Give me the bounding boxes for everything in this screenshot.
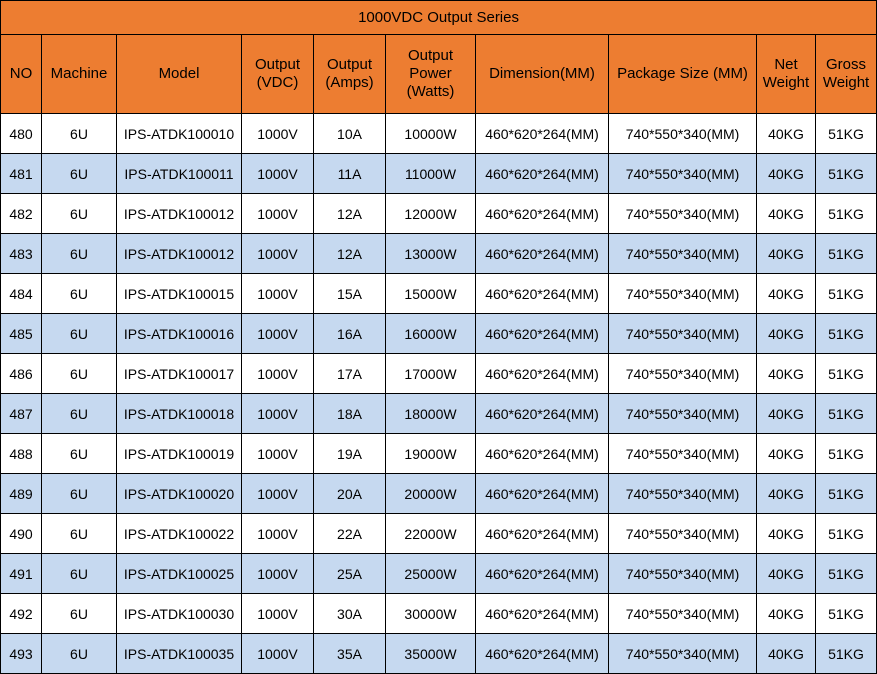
header-gross-weight-label: Gross Weight <box>822 56 870 91</box>
cell-package-size: 740*550*340(MM) <box>609 354 757 394</box>
cell-machine: 6U <box>42 434 117 474</box>
cell-no: 487 <box>1 394 42 434</box>
cell-package-size: 740*550*340(MM) <box>609 194 757 234</box>
header-no <box>1 35 42 114</box>
cell-dimension: 460*620*264(MM) <box>476 314 609 354</box>
cell-no: 488 <box>1 434 42 474</box>
cell-no: 489 <box>1 474 42 514</box>
cell-output-vdc: 1000V <box>242 434 314 474</box>
header-dimension-label: Dimension(MM) <box>489 65 595 82</box>
cell-net-weight: 40KG <box>757 234 816 274</box>
cell-dimension: 460*620*264(MM) <box>476 554 609 594</box>
title-row <box>1 1 877 35</box>
cell-dimension: 460*620*264(MM) <box>476 114 609 154</box>
cell-net-weight: 40KG <box>757 434 816 474</box>
table-row <box>1 274 877 314</box>
cell-output-amps: 20A <box>314 474 386 514</box>
header-model <box>117 35 242 114</box>
header-dimension <box>476 35 609 114</box>
cell-package-size: 740*550*340(MM) <box>609 314 757 354</box>
cell-net-weight: 40KG <box>757 394 816 434</box>
cell-output-amps: 30A <box>314 594 386 634</box>
cell-dimension: 460*620*264(MM) <box>476 234 609 274</box>
cell-package-size: 740*550*340(MM) <box>609 474 757 514</box>
cell-machine: 6U <box>42 114 117 154</box>
cell-no: 483 <box>1 234 42 274</box>
cell-dimension: 460*620*264(MM) <box>476 634 609 674</box>
header-package-size-label: Package Size (MM) <box>617 65 748 82</box>
cell-dimension: 460*620*264(MM) <box>476 434 609 474</box>
cell-net-weight: 40KG <box>757 114 816 154</box>
table-row <box>1 114 877 154</box>
header-output-vdc-label: Output (VDC) <box>254 56 301 91</box>
header-output-power-label: Output Power (Watts) <box>406 47 455 100</box>
cell-net-weight: 40KG <box>757 194 816 234</box>
cell-output-amps: 35A <box>314 634 386 674</box>
cell-net-weight: 40KG <box>757 474 816 514</box>
cell-package-size: 740*550*340(MM) <box>609 154 757 194</box>
cell-model: IPS-ATDK100018 <box>117 394 242 434</box>
table-row <box>1 434 877 474</box>
cell-machine: 6U <box>42 474 117 514</box>
cell-no: 485 <box>1 314 42 354</box>
cell-model: IPS-ATDK100015 <box>117 274 242 314</box>
cell-dimension: 460*620*264(MM) <box>476 394 609 434</box>
cell-output-power: 20000W <box>386 474 476 514</box>
cell-no: 490 <box>1 514 42 554</box>
cell-output-amps: 12A <box>314 194 386 234</box>
cell-output-power: 25000W <box>386 554 476 594</box>
cell-package-size: 740*550*340(MM) <box>609 394 757 434</box>
cell-gross-weight: 51KG <box>816 354 877 394</box>
cell-output-vdc: 1000V <box>242 154 314 194</box>
cell-gross-weight: 51KG <box>816 434 877 474</box>
cell-package-size: 740*550*340(MM) <box>609 514 757 554</box>
cell-output-power: 19000W <box>386 434 476 474</box>
cell-model: IPS-ATDK100020 <box>117 474 242 514</box>
cell-output-vdc: 1000V <box>242 474 314 514</box>
cell-output-power: 11000W <box>386 154 476 194</box>
cell-output-power: 18000W <box>386 394 476 434</box>
table-row <box>1 194 877 234</box>
header-no-label: NO <box>9 65 33 82</box>
cell-model: IPS-ATDK100035 <box>117 634 242 674</box>
cell-gross-weight: 51KG <box>816 274 877 314</box>
cell-machine: 6U <box>42 274 117 314</box>
table-row <box>1 474 877 514</box>
cell-gross-weight: 51KG <box>816 474 877 514</box>
cell-machine: 6U <box>42 354 117 394</box>
header-net-weight <box>757 35 816 114</box>
cell-output-power: 35000W <box>386 634 476 674</box>
cell-gross-weight: 51KG <box>816 594 877 634</box>
cell-output-amps: 15A <box>314 274 386 314</box>
cell-package-size: 740*550*340(MM) <box>609 114 757 154</box>
cell-machine: 6U <box>42 234 117 274</box>
cell-package-size: 740*550*340(MM) <box>609 594 757 634</box>
header-model-label: Model <box>158 65 200 82</box>
cell-package-size: 740*550*340(MM) <box>609 634 757 674</box>
cell-machine: 6U <box>42 554 117 594</box>
cell-output-amps: 10A <box>314 114 386 154</box>
table-row <box>1 594 877 634</box>
cell-output-vdc: 1000V <box>242 514 314 554</box>
cell-gross-weight: 51KG <box>816 634 877 674</box>
cell-output-amps: 18A <box>314 394 386 434</box>
cell-dimension: 460*620*264(MM) <box>476 274 609 314</box>
cell-output-amps: 16A <box>314 314 386 354</box>
cell-machine: 6U <box>42 394 117 434</box>
cell-gross-weight: 51KG <box>816 314 877 354</box>
cell-model: IPS-ATDK100022 <box>117 514 242 554</box>
cell-machine: 6U <box>42 194 117 234</box>
cell-net-weight: 40KG <box>757 354 816 394</box>
cell-output-power: 17000W <box>386 354 476 394</box>
cell-no: 482 <box>1 194 42 234</box>
cell-output-amps: 19A <box>314 434 386 474</box>
cell-model: IPS-ATDK100030 <box>117 594 242 634</box>
cell-machine: 6U <box>42 314 117 354</box>
cell-net-weight: 40KG <box>757 514 816 554</box>
cell-model: IPS-ATDK100012 <box>117 234 242 274</box>
cell-no: 480 <box>1 114 42 154</box>
table-title: 1000VDC Output Series <box>1 1 877 35</box>
header-machine <box>42 35 117 114</box>
header-output-vdc <box>242 35 314 114</box>
cell-model: IPS-ATDK100010 <box>117 114 242 154</box>
cell-output-vdc: 1000V <box>242 114 314 154</box>
cell-package-size: 740*550*340(MM) <box>609 434 757 474</box>
cell-output-vdc: 1000V <box>242 594 314 634</box>
cell-net-weight: 40KG <box>757 274 816 314</box>
cell-output-vdc: 1000V <box>242 634 314 674</box>
cell-output-vdc: 1000V <box>242 274 314 314</box>
table-row <box>1 514 877 554</box>
cell-model: IPS-ATDK100016 <box>117 314 242 354</box>
cell-output-power: 12000W <box>386 194 476 234</box>
cell-output-vdc: 1000V <box>242 394 314 434</box>
cell-output-vdc: 1000V <box>242 354 314 394</box>
table-row <box>1 154 877 194</box>
cell-output-power: 16000W <box>386 314 476 354</box>
table-row <box>1 234 877 274</box>
cell-machine: 6U <box>42 634 117 674</box>
cell-output-power: 10000W <box>386 114 476 154</box>
cell-output-power: 13000W <box>386 234 476 274</box>
cell-output-vdc: 1000V <box>242 194 314 234</box>
header-row <box>1 35 877 114</box>
cell-no: 481 <box>1 154 42 194</box>
cell-model: IPS-ATDK100019 <box>117 434 242 474</box>
cell-gross-weight: 51KG <box>816 154 877 194</box>
cell-dimension: 460*620*264(MM) <box>476 354 609 394</box>
cell-net-weight: 40KG <box>757 314 816 354</box>
cell-output-amps: 22A <box>314 514 386 554</box>
header-package-size <box>609 35 757 114</box>
cell-machine: 6U <box>42 594 117 634</box>
cell-model: IPS-ATDK100025 <box>117 554 242 594</box>
cell-gross-weight: 51KG <box>816 194 877 234</box>
cell-output-vdc: 1000V <box>242 234 314 274</box>
cell-output-power: 30000W <box>386 594 476 634</box>
cell-no: 484 <box>1 274 42 314</box>
cell-gross-weight: 51KG <box>816 234 877 274</box>
cell-dimension: 460*620*264(MM) <box>476 514 609 554</box>
cell-net-weight: 40KG <box>757 634 816 674</box>
header-output-amps <box>314 35 386 114</box>
header-net-weight-label: Net Weight <box>762 56 810 91</box>
table-row <box>1 354 877 394</box>
cell-output-amps: 17A <box>314 354 386 394</box>
table-row <box>1 554 877 594</box>
header-gross-weight <box>816 35 877 114</box>
cell-no: 492 <box>1 594 42 634</box>
cell-package-size: 740*550*340(MM) <box>609 274 757 314</box>
cell-model: IPS-ATDK100012 <box>117 194 242 234</box>
cell-output-amps: 12A <box>314 234 386 274</box>
header-output-amps-label: Output (Amps) <box>325 56 374 91</box>
cell-no: 486 <box>1 354 42 394</box>
cell-net-weight: 40KG <box>757 594 816 634</box>
cell-dimension: 460*620*264(MM) <box>476 154 609 194</box>
cell-gross-weight: 51KG <box>816 114 877 154</box>
cell-dimension: 460*620*264(MM) <box>476 194 609 234</box>
cell-no: 491 <box>1 554 42 594</box>
cell-output-amps: 11A <box>314 154 386 194</box>
cell-net-weight: 40KG <box>757 154 816 194</box>
cell-net-weight: 40KG <box>757 554 816 594</box>
header-output-power <box>386 35 476 114</box>
cell-dimension: 460*620*264(MM) <box>476 594 609 634</box>
cell-gross-weight: 51KG <box>816 394 877 434</box>
cell-model: IPS-ATDK100017 <box>117 354 242 394</box>
cell-output-power: 15000W <box>386 274 476 314</box>
cell-gross-weight: 51KG <box>816 514 877 554</box>
cell-package-size: 740*550*340(MM) <box>609 554 757 594</box>
cell-package-size: 740*550*340(MM) <box>609 234 757 274</box>
cell-machine: 6U <box>42 154 117 194</box>
table-row <box>1 634 877 674</box>
cell-model: IPS-ATDK100011 <box>117 154 242 194</box>
table-body <box>1 114 877 674</box>
table-row <box>1 314 877 354</box>
cell-output-amps: 25A <box>314 554 386 594</box>
cell-output-vdc: 1000V <box>242 554 314 594</box>
cell-no: 493 <box>1 634 42 674</box>
table-row <box>1 394 877 434</box>
cell-dimension: 460*620*264(MM) <box>476 474 609 514</box>
cell-output-power: 22000W <box>386 514 476 554</box>
header-machine-label: Machine <box>50 65 108 82</box>
cell-output-vdc: 1000V <box>242 314 314 354</box>
cell-gross-weight: 51KG <box>816 554 877 594</box>
cell-machine: 6U <box>42 514 117 554</box>
